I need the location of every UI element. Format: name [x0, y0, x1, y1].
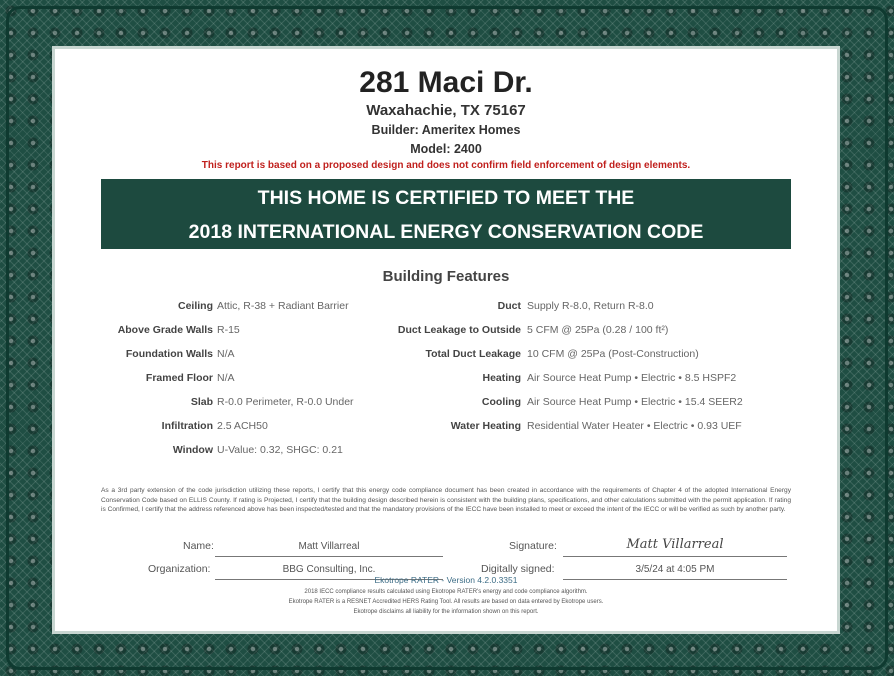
feature-row-water-heating	[63, 420, 829, 434]
property-address: 281 Maci Dr.	[359, 66, 533, 99]
certificate-paper	[63, 56, 829, 624]
feature-row-duct	[63, 300, 829, 314]
feature-value: 10 CFM @ 25Pa (Post-Construction)	[527, 348, 699, 360]
feature-label: Cooling	[481, 396, 521, 408]
feature-label: Heating	[482, 372, 521, 384]
feature-label: Above Grade Walls	[117, 324, 213, 336]
footer-line-1: 2018 IECC compliance results calculated using Ekotrope RATER's energy and code compliance algorithm.	[304, 589, 588, 595]
feature-label: Duct Leakage to Outside	[397, 324, 521, 336]
signature-label: Signature:	[509, 540, 557, 552]
footer-line-3: Ekotrope disclaims all liability for the information shown on this report.	[353, 609, 539, 615]
organization-value: BBG Consulting, Inc.	[282, 564, 376, 575]
design-disclaimer: This report is based on a proposed design and does not confirm field enforcement of design elements.	[201, 160, 691, 171]
banner-line-2: 2018 INTERNATIONAL ENERGY CONSERVATION CODE	[188, 221, 704, 243]
footer-line-2: Ekotrope RATER is a RESNET Accredited HERS Rating Tool. All results are based on data entered by Ekotrope users.	[288, 599, 604, 605]
feature-row-window	[63, 444, 443, 458]
name-value: Matt Villarreal	[298, 541, 360, 552]
model-number: Model: 2400	[410, 142, 482, 156]
name-label: Name:	[183, 540, 214, 552]
feature-value: 5 CFM @ 25Pa (0.28 / 100 ft²)	[527, 324, 669, 336]
feature-value: 2.5 ACH50	[217, 420, 268, 432]
feature-row-duct-leakage-outside	[63, 324, 829, 338]
banner-line-1: THIS HOME IS CERTIFIED TO MEET THE	[257, 187, 635, 209]
building-features-title: Building Features	[382, 268, 510, 285]
feature-row-heating	[63, 372, 829, 386]
feature-value: N/A	[217, 372, 235, 384]
builder-name: Builder: Ameritex Homes	[371, 123, 521, 137]
feature-label: Total Duct Leakage	[425, 348, 521, 360]
feature-label: Duct	[497, 300, 521, 312]
signature-underline	[563, 556, 787, 557]
rater-version: Ekotrope RATER - Version 4.2.0.3351	[374, 575, 518, 585]
feature-label: Framed Floor	[145, 372, 213, 384]
feature-value: Air Source Heat Pump • Electric • 15.4 SEER2	[527, 396, 743, 408]
organization-label: Organization:	[148, 563, 211, 575]
feature-value: N/A	[217, 348, 235, 360]
feature-label: Water Heating	[450, 420, 521, 432]
feature-row-total-duct-leakage	[63, 348, 829, 362]
feature-value: R-15	[217, 324, 240, 336]
feature-label: Ceiling	[177, 300, 213, 312]
feature-value: Attic, R-38 + Radiant Barrier	[217, 300, 349, 312]
feature-label: Window	[172, 444, 213, 456]
certification-statement: As a 3rd party extension of the code jurisdiction utilizing these reports, I certify that this energy code compliance document has been created in accordance with the requirements of Chapter 4 of the adopted International Energy Conservation Code based on ELLIS County. If rating is Projected, I certify that the building design described herein is consistent with the building plans, specifications, and other calculations submitted with the permit application. If rating is Confirmed, I certify that the address referenced above has been inspected/tested and that the mandatory provisions of the IECC have been installed to meet or exceed the intent of the IECC or will be verified as such by another party.	[101, 487, 791, 513]
feature-value: R-0.0 Perimeter, R-0.0 Under	[217, 396, 354, 408]
feature-row-cooling	[63, 396, 829, 410]
certification-banner	[101, 179, 791, 249]
feature-label: Foundation Walls	[125, 348, 213, 360]
feature-value: Residential Water Heater • Electric • 0.93 UEF	[527, 420, 742, 432]
name-underline	[215, 556, 443, 557]
feature-label: Infiltration	[161, 420, 213, 432]
digitally-signed-value: 3/5/24 at 4:05 PM	[635, 564, 715, 575]
digitally-signed-label: Digitally signed:	[481, 563, 555, 575]
property-city: Waxahachie, TX 75167	[366, 102, 526, 119]
feature-value: U-Value: 0.32, SHGC: 0.21	[217, 444, 343, 456]
feature-value: Supply R-8.0, Return R-8.0	[527, 300, 654, 312]
signature-value: Matt Villarreal	[626, 537, 724, 552]
feature-value: Air Source Heat Pump • Electric • 8.5 HSPF2	[527, 372, 737, 384]
feature-label: Slab	[190, 396, 213, 408]
